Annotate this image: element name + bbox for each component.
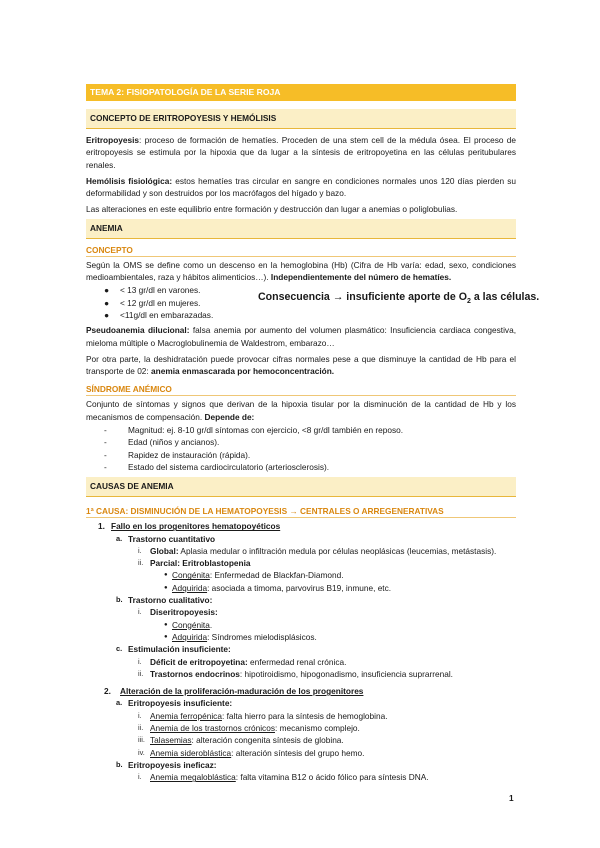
list-item-level4: ● Congénita: Enfermedad de Blackfan-Diamond.	[164, 570, 344, 581]
list-item-text	[150, 734, 344, 746]
list-roman: i.	[138, 656, 142, 666]
term: Pseudoanemia dilucional:	[86, 325, 190, 336]
bullet-block	[86, 284, 540, 321]
list-item-level4: ● Adquirida: asociada a timoma, parvovirus B19, inmune, etc.	[164, 582, 392, 593]
text: : asociada a timoma, parvovirus B19, inmune, etc.	[207, 582, 392, 593]
list-roman: i.	[138, 772, 142, 782]
subheading-sindrome: SÍNDROME ANÉMICO	[86, 383, 516, 396]
text: Consecuencia → insuficiente aporte de O	[258, 291, 467, 304]
term: Congénita	[172, 570, 210, 581]
list-item-level3	[138, 710, 516, 722]
list-item-level3	[138, 656, 516, 668]
list-item-text: Fallo en los progenitores hematopoyéticos	[111, 521, 281, 532]
text: : mecanismo complejo.	[274, 722, 360, 733]
list-roman: ii.	[138, 558, 144, 568]
list-item: ● <11g/dl en embarazadas.	[104, 309, 214, 320]
list-item-level3	[138, 606, 516, 618]
list-item-level3	[138, 557, 516, 569]
text: : Síndromes mielodisplásicos.	[207, 631, 317, 642]
list-roman: i.	[138, 710, 142, 720]
list-letter: b.	[116, 759, 123, 769]
list-item-text: Diseritropoyesis:	[150, 607, 218, 618]
term: Eritropoyesis	[86, 135, 140, 145]
list-item-text	[150, 771, 429, 783]
subheading-concepto: CONCEPTO	[86, 244, 516, 257]
list-item-text	[172, 569, 344, 581]
term: Talasemias	[150, 735, 192, 746]
term: Adquirida	[172, 582, 208, 593]
emphasis: anemia enmascarada por hemoconcentración.	[151, 366, 335, 377]
section-heading-anemia: ANEMIA	[86, 219, 516, 239]
list-letter: c.	[116, 644, 123, 654]
list-item-text: Edad (niños y ancianos).	[128, 437, 220, 448]
text: enfermedad renal crónica.	[247, 656, 347, 667]
text: a las células.	[470, 291, 540, 304]
list-item-level3	[138, 545, 516, 557]
list-item-level2	[116, 533, 516, 545]
text: : falta vitamina B12 o ácido fólico para síntesis DNA.	[235, 772, 429, 783]
text: Según la OMS se define como un descenso en la hemoglobina (Hb) (Cifra de Hb varía: edad, sexo, condiciones medioambientales, raza y hábitos alimenticios…).	[86, 259, 516, 283]
text: falsa anemia por aumento del volumen plasmático: Insuficiencia cardiaca congestiva, mieloma múltiple o Macroglobulinemia de Waldestrom, embarazo…	[86, 325, 517, 348]
text: Por otra parte, la deshidratación puede provocar cifras normales pese a que disminuye la cantidad de Hb para el transporte de 02:	[86, 353, 516, 377]
list-item-level2	[116, 697, 516, 709]
list-item-text	[150, 545, 496, 557]
list-item-text	[150, 710, 388, 722]
term: Congénita	[172, 619, 210, 630]
list-item-level3	[138, 734, 516, 746]
list-number: 2.	[104, 686, 111, 697]
term: Anemia ferropénica	[150, 710, 222, 721]
paragraph-deshidratacion	[86, 353, 516, 378]
list-item-text	[172, 582, 391, 594]
text: : proceso de formación de hematíes. Proceden de una stem cell de la médula ósea. El proceso de eritropoyesis se estimula por la hipoxia que da lugar a la síntesis de eritropoyetina en las células peritubulares renales.	[86, 135, 516, 170]
list-item-text: Alteración de la proliferación-maduración de los progenitores	[120, 686, 364, 697]
list-item: - Rapidez de instauración (rápida).	[104, 449, 251, 460]
paragraph-sindrome	[86, 398, 516, 423]
text: : hipotiroidismo, hipogonadismo, insuficiencia suprarrenal.	[239, 668, 453, 679]
list-item-text: Estado del sistema cardiocirculatorio (arteriosclerosis).	[128, 461, 330, 472]
text: : alteración congenita síntesis de globina.	[191, 735, 344, 746]
paragraph-hemolisis	[86, 175, 516, 200]
term: Adquirida	[172, 631, 208, 642]
list-item-text: < 13 gr/dl en varones.	[120, 285, 201, 296]
term: Déficit de eritropoyetina:	[150, 656, 248, 667]
list-item-level1	[98, 520, 516, 532]
list-item-text: Eritropoyesis ineficaz:	[128, 759, 217, 770]
paragraph-concepto	[86, 259, 516, 284]
list-roman: ii.	[138, 722, 144, 732]
list-item-text: Magnitud: ej. 8-10 gr/dl síntomas con ejercicio, <8 gr/dl también en reposo.	[128, 425, 404, 436]
list-item-text	[150, 656, 346, 668]
list-item-text: Trastorno cualitativo:	[128, 595, 213, 606]
list-item-level3	[138, 771, 516, 783]
list-letter: a.	[116, 698, 123, 708]
list-item-level4: ● Adquirida: Síndromes mielodisplásicos.	[164, 631, 317, 642]
list-number: 1.	[98, 521, 105, 532]
list-roman: ii.	[138, 668, 144, 678]
list-item-level4: ● Congénita.	[164, 619, 213, 630]
text: : Enfermedad de Blackfan-Diamond.	[209, 570, 344, 581]
term: Anemia megaloblástica	[150, 772, 236, 783]
paragraph-eritropoyesis	[86, 134, 516, 171]
list-roman: iv.	[138, 747, 145, 757]
list-item-text: Parcial: Eritroblastopenia	[150, 558, 251, 569]
emphasis: Independientemente del número de hematíes.	[270, 272, 452, 283]
page-number: 1	[509, 793, 514, 803]
list-item-text	[150, 722, 360, 734]
list-roman: i.	[138, 545, 142, 555]
list-item-text: Rapidez de instauración (rápida).	[128, 449, 251, 460]
list-item-text: Eritropoyesis insuficiente:	[128, 698, 233, 709]
text: .	[209, 619, 213, 630]
list-item: ● < 13 gr/dl en varones.	[104, 285, 201, 296]
subscript: 2	[466, 298, 471, 306]
list-item-level3	[138, 747, 516, 759]
list-item-text: Trastorno cuantitativo	[128, 533, 216, 544]
list-roman: i.	[138, 607, 142, 617]
term: Anemia de los trastornos crónicos	[150, 722, 275, 733]
list-item-level2	[116, 643, 516, 655]
list-item: ● < 12 gr/dl en mujeres.	[104, 297, 201, 308]
list-item-text	[150, 747, 364, 759]
term: Hemólisis fisiológica:	[86, 175, 173, 186]
term: Anemia sideroblástica	[150, 747, 232, 758]
list-item: - Edad (niños y ancianos).	[104, 437, 220, 448]
list-roman: iii.	[138, 735, 145, 745]
list-item-text	[172, 631, 317, 643]
list-item-text: Estimulación insuficiente:	[128, 644, 231, 655]
text: Conjunto de síntomas y signos que derivan de la hipoxia tisular por la disminución de la cantidad de Hb y los mecanismos de compensación.	[86, 399, 516, 422]
list-item-level3	[138, 668, 516, 680]
list-item: - Magnitud: ej. 8-10 gr/dl síntomas con ejercicio, <8 gr/dl también en reposo.	[104, 425, 404, 436]
list-item: - Estado del sistema cardiocirculatorio (arteriosclerosis).	[104, 461, 330, 472]
emphasis: Depende de:	[204, 411, 255, 422]
paragraph-alteraciones: Las alteraciones en este equilibrio entre formación y destrucción dan lugar a anemias o poliglobulias.	[86, 204, 458, 215]
paragraph-pseudoanemia	[86, 324, 516, 349]
list-item-text: < 12 gr/dl en mujeres.	[120, 297, 201, 308]
text: Aplasia medular o infiltración medula por células neoplásicas (leucemias, metástasis).	[178, 545, 497, 556]
section-heading-eritropoyesis: CONCEPTO DE ERITROPOYESIS Y HEMÓLISIS	[86, 109, 516, 129]
callout-consecuencia	[258, 290, 539, 309]
list-item-level1	[104, 685, 516, 697]
list-item-level3	[138, 722, 516, 734]
list-item-text: <11g/dl en embarazadas.	[120, 309, 214, 320]
list-item-level2	[116, 759, 516, 771]
list-item-text	[150, 668, 453, 680]
list-item-level2	[116, 594, 516, 606]
text: estos hematíes tras circular en sangre en condiciones normales unos 120 días pierden su deformabilidad y son destruidos por los macrófagos del hígado y bazo.	[86, 175, 516, 199]
subheading-causa-1: 1ª CAUSA: DISMINUCIÓN DE LA HEMATOPOYESIS → CENTRALES O ARREGENERATIVAS	[86, 505, 516, 518]
term: Trastornos endocrinos	[150, 668, 240, 679]
text: : alteración síntesis del grupo hemo.	[231, 747, 365, 758]
list-letter: a.	[116, 533, 123, 543]
term: Global:	[150, 545, 179, 556]
text: : falta hierro para la síntesis de hemoglobina.	[221, 710, 388, 721]
document-title: TEMA 2: FISIOPATOLOGÍA DE LA SERIE ROJA	[86, 84, 516, 101]
section-heading-causas: CAUSAS DE ANEMIA	[86, 477, 516, 497]
list-item-text	[172, 619, 212, 631]
list-letter: b.	[116, 595, 123, 605]
document-page	[86, 84, 540, 783]
